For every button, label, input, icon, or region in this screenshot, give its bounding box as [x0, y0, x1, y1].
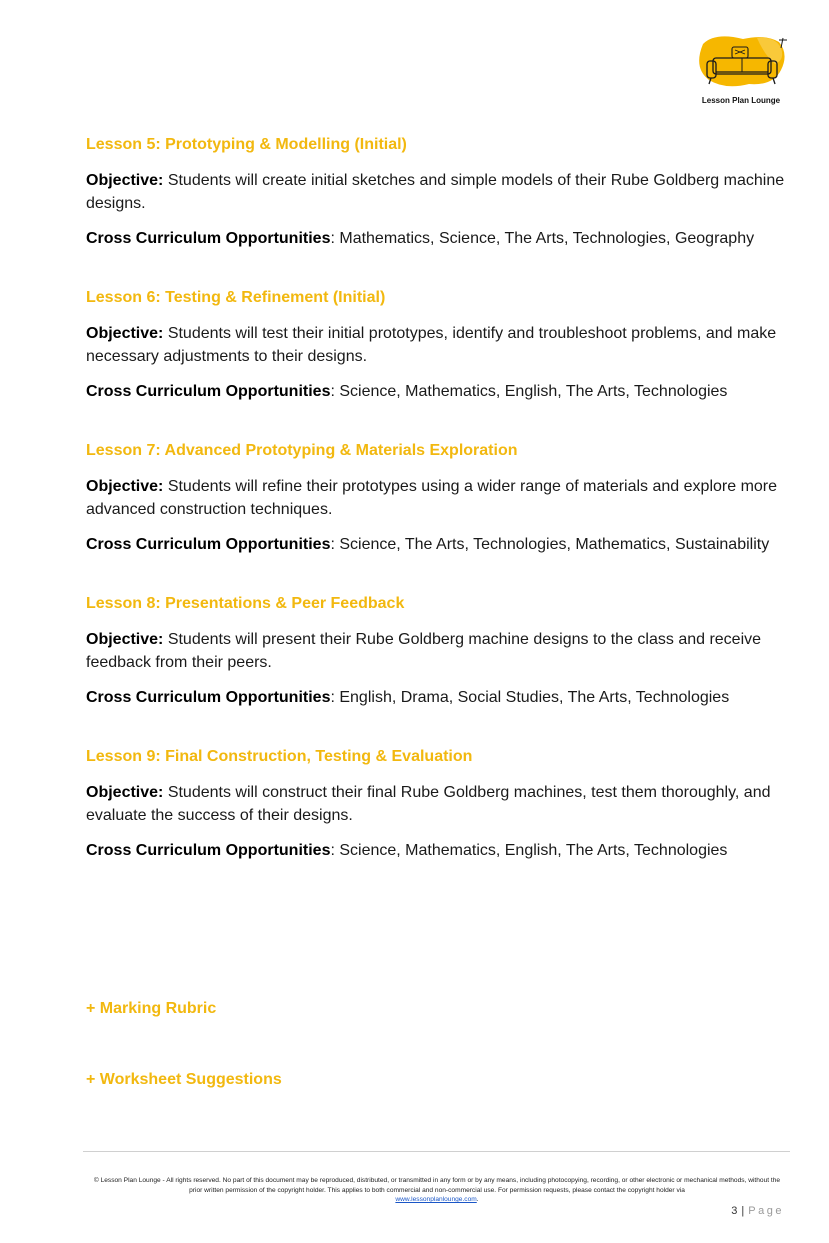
- cross-curriculum-label: Cross Curriculum Opportunities: [86, 689, 331, 706]
- footer-copyright: [90, 1176, 784, 1205]
- footer-divider: [83, 1151, 790, 1152]
- lesson-7: [86, 440, 790, 556]
- cross-curriculum-label: Cross Curriculum Opportunities: [86, 536, 331, 553]
- lesson-title: Lesson 8: Presentations & Peer Feedback: [86, 595, 405, 612]
- objective-text: Students will refine their prototypes using a wider range of materials and explore more advanced construction techniques.: [86, 478, 778, 518]
- objective-label: Objective:: [86, 325, 164, 342]
- lesson-5: [86, 134, 790, 250]
- lesson-cross-curriculum: [86, 533, 790, 556]
- page-separator: |: [737, 1205, 749, 1217]
- lesson-8: [86, 593, 790, 709]
- brand-logo: [693, 34, 789, 110]
- objective-label: Objective:: [86, 478, 164, 495]
- page-label: Page: [748, 1205, 784, 1217]
- lesson-cross-curriculum: [86, 686, 790, 709]
- objective-text: Students will present their Rube Goldberg machine designs to the class and receive feedback from their peers.: [86, 631, 762, 671]
- page-number: [731, 1205, 784, 1217]
- logo-text: Lesson Plan Lounge: [701, 96, 781, 105]
- lesson-list: [86, 134, 790, 899]
- objective-text: Students will test their initial prototypes, identify and troubleshoot problems, and make necessary adjustments to their designs.: [86, 325, 777, 365]
- lesson-objective: [86, 475, 790, 521]
- lesson-title: Lesson 5: Prototyping & Modelling (Initial): [86, 136, 407, 153]
- objective-label: Objective:: [86, 631, 164, 648]
- cross-curriculum-text: : Science, Mathematics, English, The Arts, Technologies: [330, 842, 728, 859]
- sofa-with-lamp-icon: [695, 34, 787, 92]
- lesson-cross-curriculum: [86, 227, 790, 250]
- cross-curriculum-text: : Science, The Arts, Technologies, Mathematics, Sustainability: [330, 536, 770, 553]
- page-number-value: 3: [731, 1205, 738, 1217]
- lesson-objective: [86, 628, 790, 674]
- objective-text: Students will construct their final Rube Goldberg machines, test them thoroughly, and evaluate the success of their designs.: [86, 784, 771, 824]
- lesson-9: [86, 746, 790, 862]
- lesson-cross-curriculum: [86, 839, 790, 862]
- objective-text: Students will create initial sketches and simple models of their Rube Goldberg machine designs.: [86, 172, 785, 212]
- lesson-title: Lesson 7: Advanced Prototyping & Materials Exploration: [86, 442, 518, 459]
- cross-curriculum-text: : Science, Mathematics, English, The Arts, Technologies: [330, 383, 728, 400]
- lesson-title: Lesson 6: Testing & Refinement (Initial): [86, 289, 386, 306]
- lesson-title: Lesson 9: Final Construction, Testing & Evaluation: [86, 748, 473, 765]
- cross-curriculum-text: : Mathematics, Science, The Arts, Technologies, Geography: [330, 230, 755, 247]
- marking-rubric-heading: + Marking Rubric: [86, 1000, 217, 1017]
- cross-curriculum-text: : English, Drama, Social Studies, The Arts, Technologies: [330, 689, 730, 706]
- lesson-objective: [86, 322, 790, 368]
- cross-curriculum-label: Cross Curriculum Opportunities: [86, 383, 331, 400]
- lesson-objective: [86, 781, 790, 827]
- lesson-objective: [86, 169, 790, 215]
- lesson-6: [86, 287, 790, 403]
- website-link[interactable]: www.lessonplanlounge.com: [395, 1196, 477, 1203]
- cross-curriculum-label: Cross Curriculum Opportunities: [86, 842, 331, 859]
- cross-curriculum-label: Cross Curriculum Opportunities: [86, 230, 331, 247]
- objective-label: Objective:: [86, 784, 164, 801]
- copyright-text: © Lesson Plan Lounge - All rights reserved. No part of this document may be reproduced, distributed, or transmitted in any form or by any means, including photocopying, recording, or other electronic or mechanical methods, without the prior written permission of the copyright holder. This applies to both commercial and non-commercial use. For permission requests, please contact the copyright holder via: [93, 1177, 781, 1194]
- objective-label: Objective:: [86, 172, 164, 189]
- lesson-cross-curriculum: [86, 380, 790, 403]
- link-suffix: .: [476, 1196, 479, 1203]
- worksheet-suggestions-heading: + Worksheet Suggestions: [86, 1071, 282, 1088]
